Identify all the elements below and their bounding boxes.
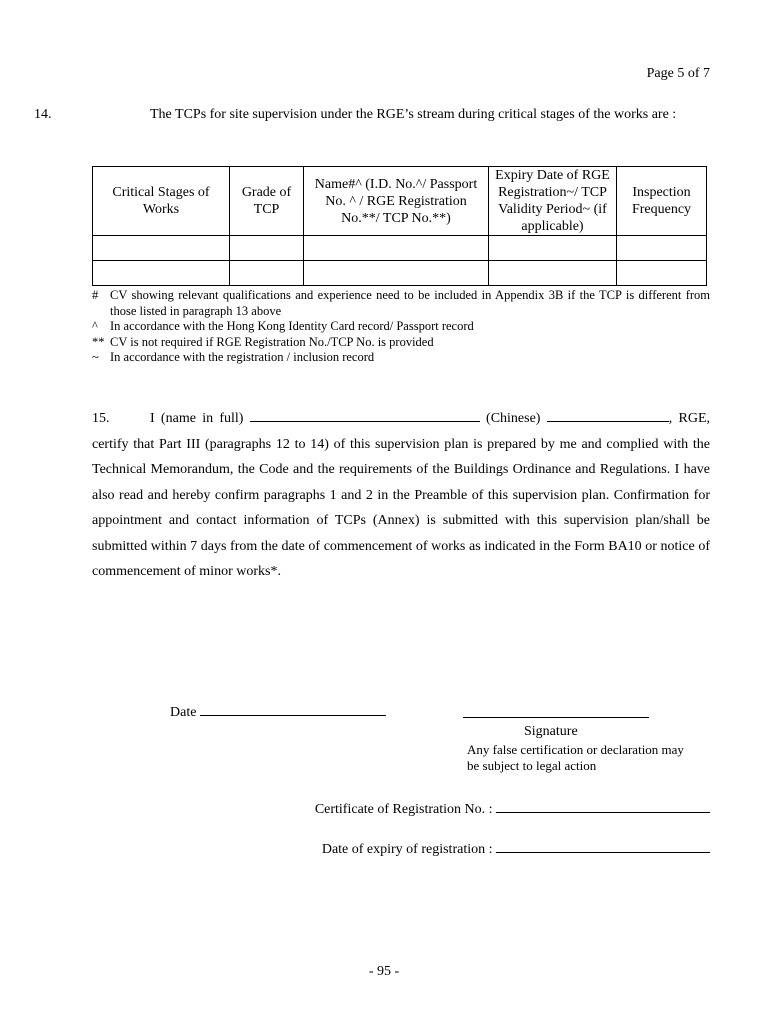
note-tilde (92, 350, 710, 366)
header-name: Name#^ (I.D. No.^/ Passport No. ^ / RGE Registration No.**/ TCP No.**) (304, 167, 489, 236)
header-grade-of-tcp: Grade of TCP (230, 167, 304, 236)
page-number: - 95 - (368, 964, 400, 979)
name-in-full-field[interactable] (250, 408, 480, 422)
table-header-row (93, 167, 707, 236)
date-of-expiry-row (322, 839, 710, 858)
table-cell[interactable] (489, 236, 617, 261)
note-symbol: ~ (92, 350, 99, 364)
false-certification-warning (467, 742, 727, 774)
note-symbol: ** (92, 334, 105, 349)
warning-line-1: Any false certification or declaration may (467, 742, 684, 757)
table-row (93, 236, 707, 261)
tcp-table (92, 166, 707, 286)
warning-line-2: be subject to legal action (467, 758, 597, 773)
chinese-name-field[interactable] (547, 408, 669, 422)
table-cell[interactable] (617, 261, 707, 286)
paragraph-15-part-c: , RGE, certify that Part III (paragraphs 12 to 14) of this supervision plan is prepared by me and complied with the Technical Memorandum, the Code and the requirements of the Buildings Ordinance and Regulations. I have also read and hereby confirm paragraphs 1 and 2 in the Preamble of this supervision plan. Confirmation for appointment and contact information of TCPs (Annex) is submitted with this supervision plan/shall be submitted within 7 days from the date of commencement of works as indicated in the Form BA10 or notice of commencement of minor works*. (92, 411, 711, 579)
certificate-registration-label: Certificate of Registration No. : (314, 802, 493, 817)
table-cell[interactable] (93, 236, 230, 261)
date-field[interactable] (200, 702, 386, 716)
date-row (170, 702, 386, 721)
table-cell[interactable] (93, 261, 230, 286)
note-symbol: # (92, 288, 99, 302)
certificate-registration-field[interactable] (496, 799, 710, 813)
table-row (93, 261, 707, 286)
table-notes (92, 288, 710, 366)
paragraph-15 (92, 406, 710, 585)
table-cell[interactable] (304, 236, 489, 261)
header-critical-stages: Critical Stages of Works (93, 167, 230, 236)
paragraph-15-number: 15. (92, 411, 110, 426)
note-caret (92, 319, 710, 335)
page-indicator: Page 5 of 7 (646, 66, 710, 81)
note-text: CV is not required if RGE Registration No./TCP No. is provided (110, 334, 434, 349)
paragraph-14-text: The TCPs for site supervision under the RGE’s stream during critical stages of the works are : (150, 107, 677, 122)
paragraph-14 (34, 104, 710, 125)
certificate-registration-row (315, 799, 710, 818)
note-hash (92, 288, 710, 319)
paragraph-15-part-a: I (name in full) (150, 411, 244, 426)
date-of-expiry-field[interactable] (496, 839, 710, 853)
table-cell[interactable] (617, 236, 707, 261)
table-cell[interactable] (304, 261, 489, 286)
header-expiry-date: Expiry Date of RGE Registration~/ TCP Validity Period~ (if applicable) (489, 167, 617, 236)
note-text: In accordance with the Hong Kong Identity Card record/ Passport record (110, 319, 474, 333)
note-double-star (92, 335, 710, 351)
table-cell[interactable] (230, 236, 304, 261)
note-symbol: ^ (92, 319, 98, 333)
paragraph-14-number: 14. (34, 107, 52, 122)
date-label: Date (170, 705, 197, 720)
table-cell[interactable] (230, 261, 304, 286)
note-text: CV showing relevant qualifications and experience need to be included in Appendix 3B if the TCP is different from those listed in paragraph 13 above (110, 288, 710, 318)
date-of-expiry-label: Date of expiry of registration : (321, 842, 493, 857)
header-inspection-frequency: Inspection Frequency (617, 167, 707, 236)
note-text: In accordance with the registration / inclusion record (110, 350, 375, 364)
signature-field[interactable] (463, 702, 649, 718)
table-cell[interactable] (489, 261, 617, 286)
signature-label: Signature (524, 724, 578, 739)
paragraph-15-part-b: (Chinese) (486, 411, 541, 426)
